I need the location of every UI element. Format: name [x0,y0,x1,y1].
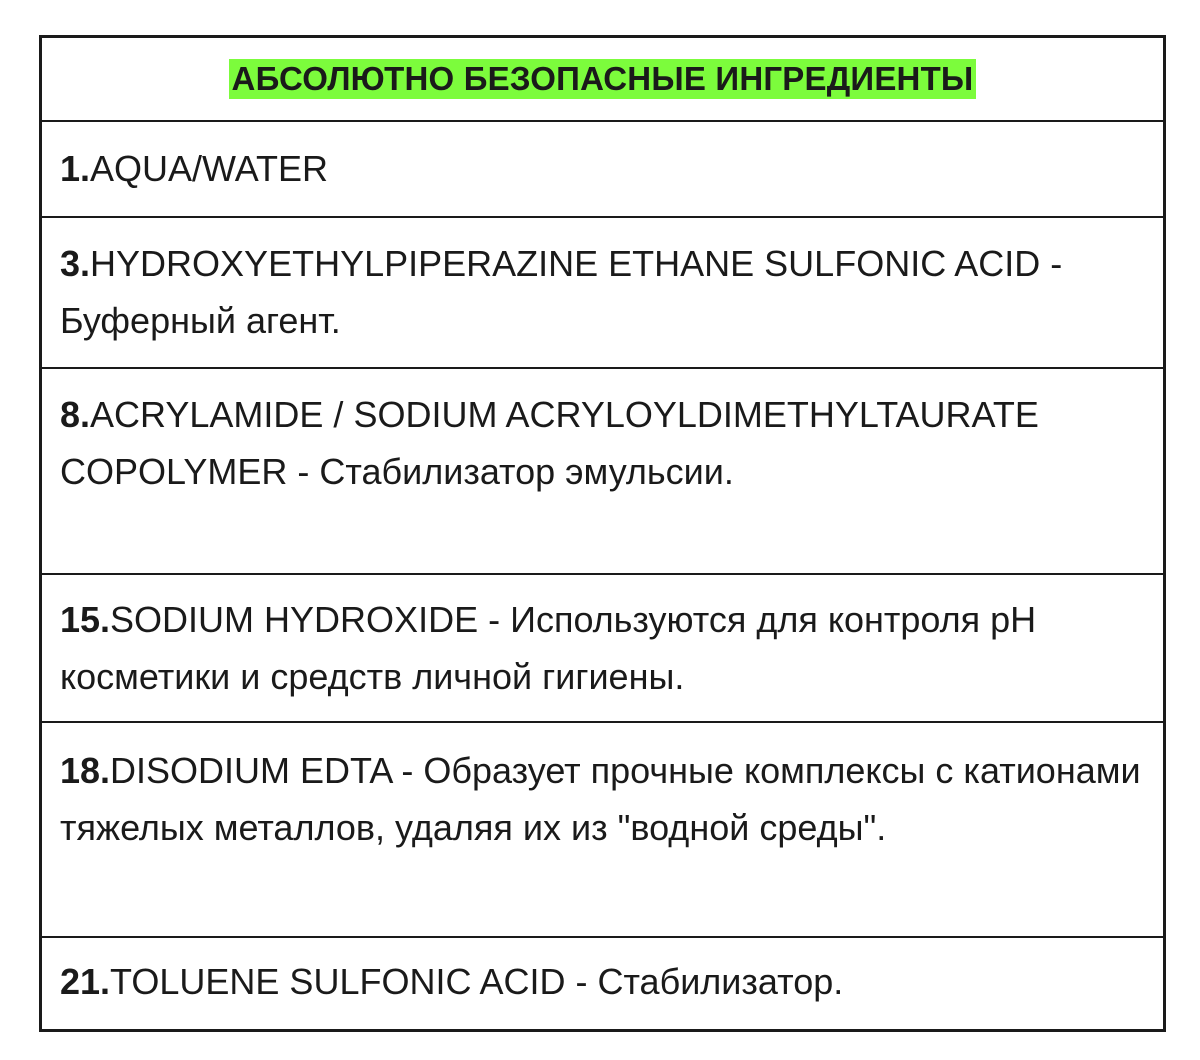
ingredient-number: 15. [60,599,111,640]
ingredient-row [42,218,1163,369]
ingredient-number: 3. [60,243,91,284]
ingredient-row [42,122,1163,218]
ingredient-row [42,369,1163,575]
table-header: АБСОЛЮТНО БЕЗОПАСНЫЕ ИНГРЕДИЕНТЫ [229,59,977,99]
ingredient-number: 1. [60,148,91,189]
ingredient-text: HYDROXYETHYLPIPERAZINE ETHANE SULFONIC ACID - Буферный агент. [60,243,1063,341]
ingredient-text: ACRYLAMIDE / SODIUM ACRYLOYLDIMETHYLTAURATE COPOLYMER - Стабилизатор эмульсии. [60,394,1039,492]
ingredient-text: AQUA/WATER [90,148,329,189]
ingredient-row [42,938,1163,1029]
ingredient-number: 18. [60,750,111,791]
ingredient-row [42,723,1163,938]
ingredient-text: TOLUENE SULFONIC ACID - Стабилизатор. [110,961,844,1002]
ingredient-text: SODIUM HYDROXIDE - Используются для контроля pH косметики и средств личной гигиены. [60,599,1037,697]
ingredients-table [39,35,1166,1032]
ingredient-number: 8. [60,394,91,435]
ingredient-row [42,575,1163,723]
ingredient-number: 21. [60,961,111,1002]
table-header-row [42,38,1163,122]
ingredient-text: DISODIUM EDTA - Образует прочные комплексы с катионами тяжелых металлов, удаляя их из "водной среды". [60,750,1141,848]
